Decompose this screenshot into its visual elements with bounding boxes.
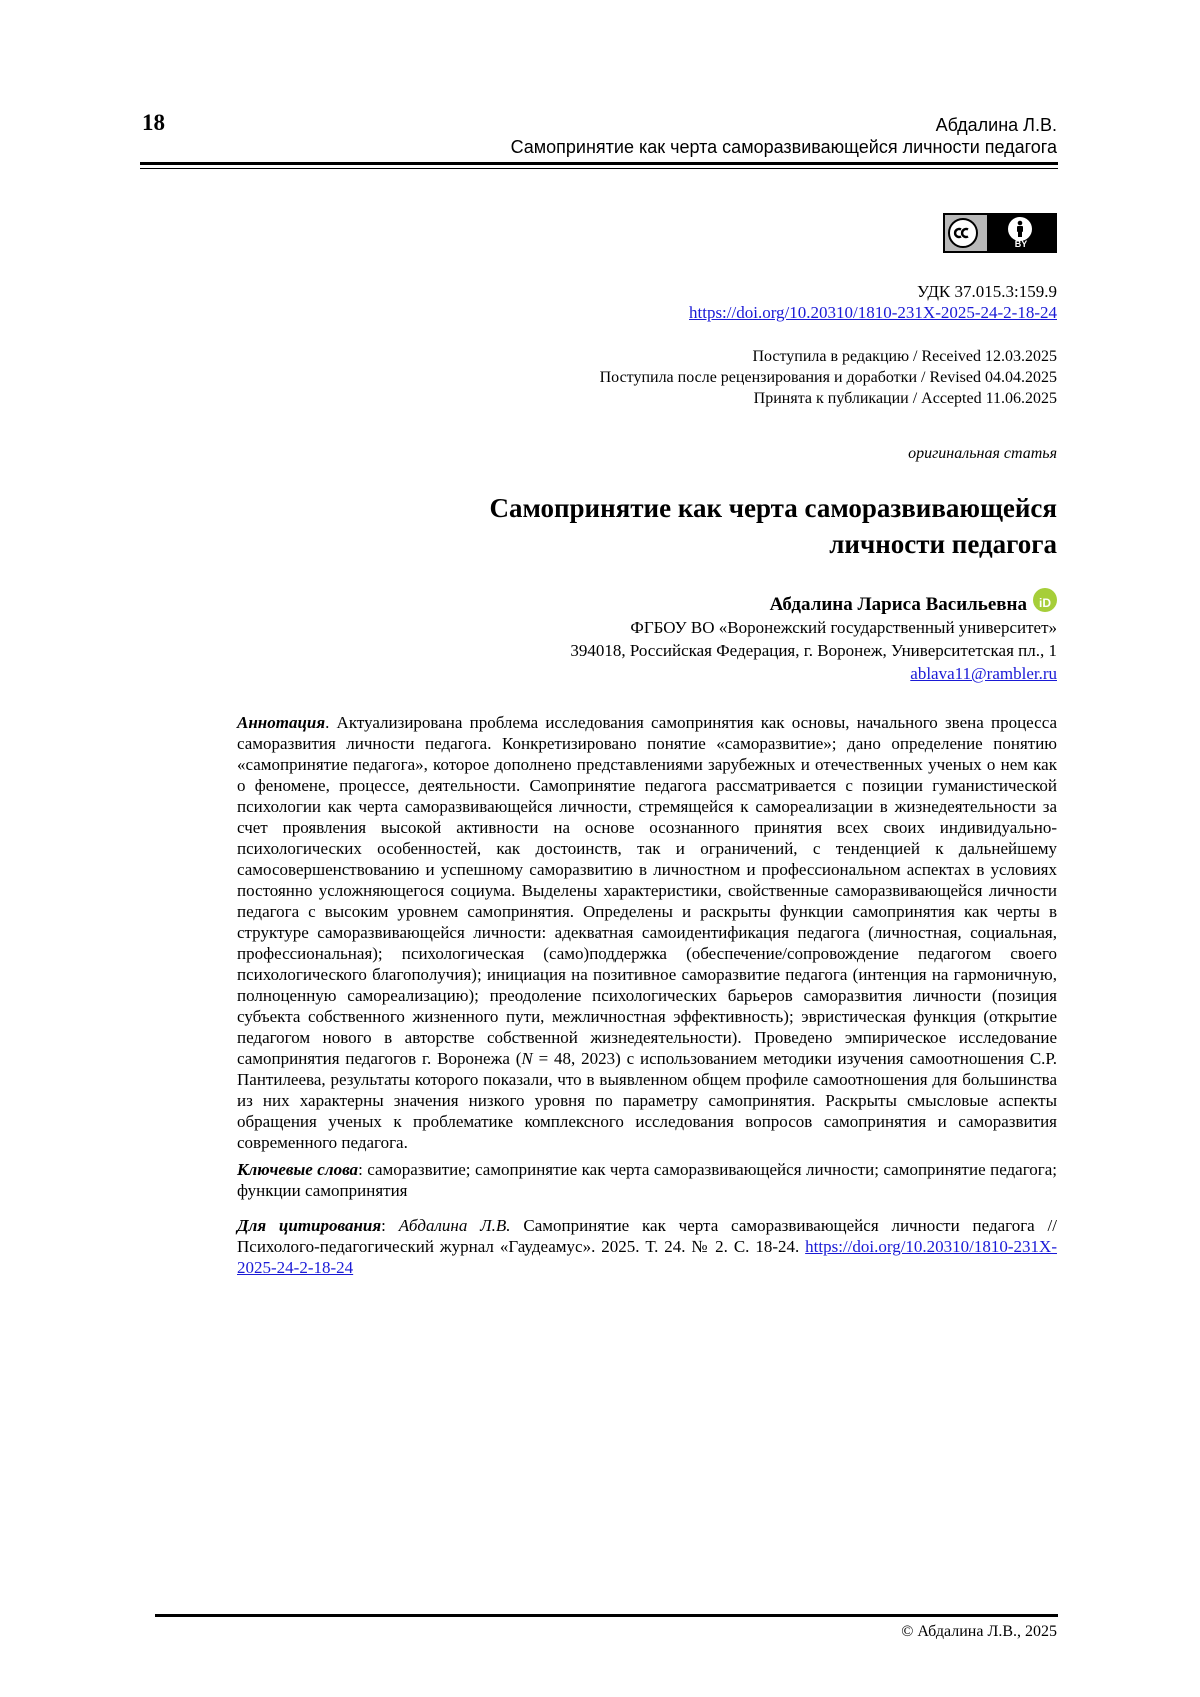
author-email-link[interactable]: ablava11@rambler.ru <box>910 664 1057 683</box>
abstract-n-symbol: N <box>521 1049 533 1068</box>
received-date: Поступила в редакцию / Received 12.03.2025 <box>752 348 1057 365</box>
orcid-label: iD <box>1039 596 1051 610</box>
attribution-person-icon <box>1008 217 1032 241</box>
page-number: 18 <box>142 110 165 135</box>
footer-rule <box>155 1614 1058 1617</box>
citation-text: Самопринятие как черта саморазвивающейся личности педагога // Психолого-педагогический журнал «Гаудеамус». 2025. Т. 24. № 2. С. 18-24. <box>237 1216 1057 1256</box>
cc-by-license-badge[interactable] <box>943 213 1057 253</box>
title-line-1: Самопринятие как черта саморазвивающейся <box>489 493 1057 523</box>
header-rule-thick <box>140 162 1058 165</box>
keywords-label: Ключевые слова <box>237 1160 359 1179</box>
by-label: BY <box>1014 239 1028 249</box>
by-panel <box>987 215 1055 251</box>
author-name: Абдалина Лариса Васильевна <box>769 594 1027 615</box>
orcid-icon[interactable] <box>1033 588 1057 612</box>
header-running-title: Самопринятие как черта саморазвивающейся личности педагога <box>510 137 1057 157</box>
author-affiliation: ФГБОУ ВО «Воронежский государственный университет» <box>630 618 1057 637</box>
running-header <box>511 114 1057 158</box>
article-type: оригинальная статья <box>908 445 1057 462</box>
abstract-text-1: . Актуализирована проблема исследования самопринятия как основы, начального звена процесса саморазвития личности педагога. Конкретизировано понятие «саморазвитие»; дано определение понятию «самопринятие педагога», которое дополнено представлениями зарубежных и отечественных ученых о нем как о феномене, процессе, деятельности. Самопринятие педагога рассматривается с позиции гуманистической психологии как черта саморазвивающейся личности, стремящейся к самореализации в жизнедеятельности за счет проявления высокой активности на основе осознанного принятия всех своих индивидуально-психологических особенностей, как достоинств, так и ограничений, с тенденцией к дальнейшему самосовершенствованию и успешному саморазвитию в личностном и профессиональном аспектах в условиях постоянно усложняющегося социума. Выделены характеристики, свойственные саморазвивающейся личности педагога с высоким уровнем самопринятия. Определены и раскрыты функции самопринятия как черты в структуре саморазвивающейся личности: адекватная самоидентификация педагога (личностная, социальная, профессиональная); психологическая (само)поддержка (обеспечение/сопровождение педагогом своего психологического благополучия); инициация на позитивное саморазвитие педагога (интенция на гармоничную, полноценную самореализацию); преодоление психологических барьеров саморазвития личности (позиция субъекта собственного жизненного пути, межличностная эффективность); эвристическая функция (открытие педагогом нового в авторстве собственной жизнедеятельности). Проведено эмпирическое исследование самопринятия педагогов г. Воронежа ( <box>237 713 1057 1068</box>
keywords-text: : саморазвитие; самопринятие как черта саморазвивающейся личности; самопринятие педагога; функции самопринятия <box>237 1160 1057 1200</box>
dates-block <box>600 346 1057 409</box>
title-line-2: личности педагога <box>829 529 1057 559</box>
abstract-section <box>237 712 1057 1278</box>
revised-date: Поступила после рецензирования и доработки / Revised 04.04.2025 <box>599 369 1057 386</box>
article-title <box>437 490 1057 562</box>
author-block <box>570 588 1057 685</box>
keywords-paragraph <box>237 1159 1057 1201</box>
cc-logo-icon <box>948 218 978 248</box>
accepted-date: Принята к публикации / Accepted 11.06.2025 <box>753 390 1057 407</box>
citation-authors: Абдалина Л.В. <box>398 1216 511 1235</box>
footer-copyright: © Абдалина Л.В., 2025 <box>901 1623 1057 1640</box>
udk-doi-block <box>689 281 1057 323</box>
author-address: 394018, Российская Федерация, г. Воронеж, Университетская пл., 1 <box>570 641 1057 660</box>
abstract-paragraph <box>237 712 1057 1153</box>
abstract-text-2: = 48, 2023) с использованием методики изучения самоотношения С.Р. Пантилеева, результаты которого показали, что в выявленном общем профиле самоотношения для большинства из них характерны значения низкого уровня по параметру самопринятия. Раскрыты смысловые аспекты обращения ученых к проблематике комплексного исследования вопросов самопринятия и саморазвития современного педагога. <box>237 1049 1057 1152</box>
abstract-label: Аннотация <box>237 713 326 732</box>
citation-sep: : <box>381 1216 399 1235</box>
citation-paragraph <box>237 1215 1057 1278</box>
header-author: Абдалина Л.В. <box>935 115 1057 135</box>
doi-link[interactable]: https://doi.org/10.20310/1810-231X-2025-24-2-18-24 <box>689 303 1057 322</box>
udk: УДК 37.015.3:159.9 <box>917 282 1057 301</box>
citation-label: Для цитирования <box>237 1216 382 1235</box>
citation-doi-link[interactable]: https://doi.org/10.20310/1810-231X-2025-24-2-18-24 <box>237 1237 1057 1277</box>
header-rule-thin <box>140 168 1058 169</box>
